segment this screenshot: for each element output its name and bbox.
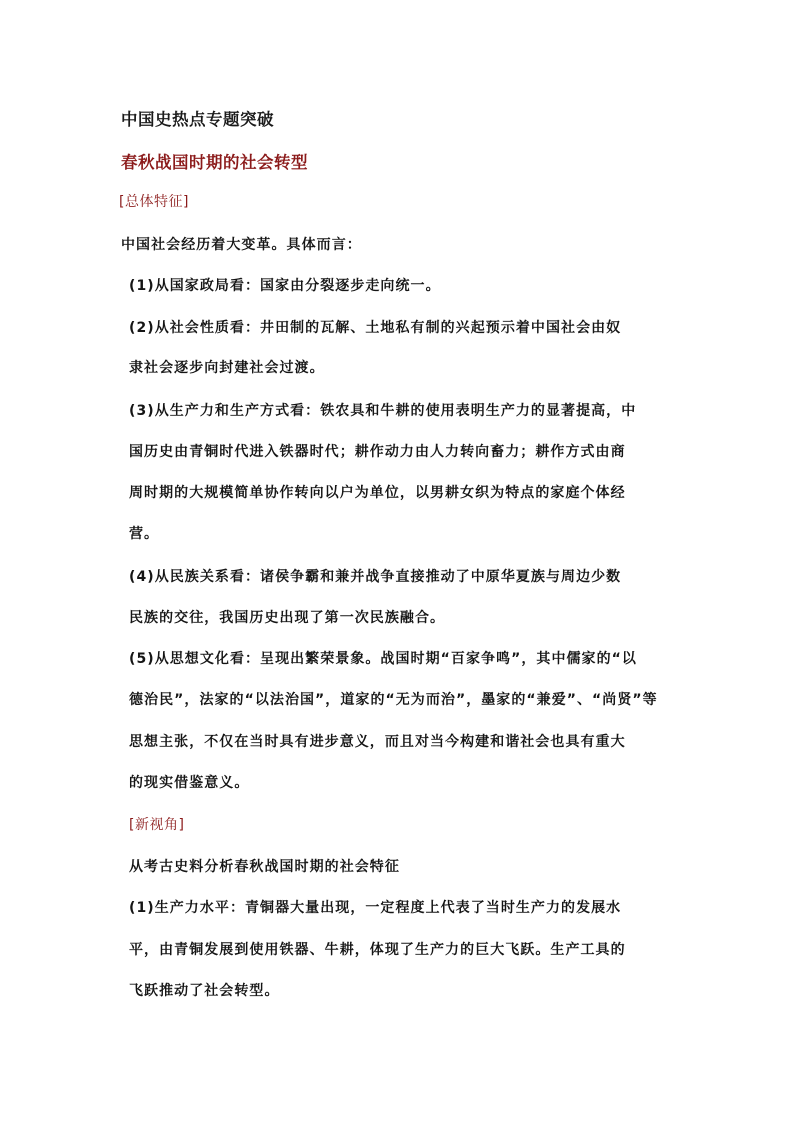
paragraph-line: (3)从生产力和生产方式看：铁农具和牛耕的使用表明生产力的显著提高，中 (129, 403, 637, 419)
paragraph-line: 飞跃推动了社会转型。 (129, 983, 280, 999)
paragraph-line: (4)从民族关系看：诸侯争霸和兼并战争直接推动了中原华夏族与周边少数 (129, 569, 622, 585)
section-tag-overall: [总体特征] (119, 194, 189, 210)
paragraph-line: (2)从社会性质看：井田制的瓦解、土地私有制的兴起预示着中国社会由奴 (129, 320, 622, 336)
section-intro: 中国社会经历着大变革。具体而言： (121, 237, 362, 253)
paragraph-line: (1)生产力水平：青铜器大量出现，一定程度上代表了当时生产力的发展水 (129, 900, 622, 916)
paragraph-line: (1)从国家政局看：国家由分裂逐步走向统一。 (129, 278, 441, 294)
paragraph-line: 的现实借鉴意义。 (129, 775, 250, 791)
paragraph-line: 思想主张，不仅在当时具有进步意义，而且对当今构建和谐社会也具有重大 (129, 734, 626, 750)
paragraph-line: 隶社会逐步向封建社会过渡。 (129, 360, 325, 376)
paragraph-line: 德治民”，法家的“以法治国”，道家的“无为而治”，墨家的“兼爱”、“尚贤”等 (129, 692, 658, 708)
section-tag-new-perspective: [新视角] (129, 817, 185, 833)
paragraph-line: 国历史由青铜时代进入铁器时代；耕作动力由人力转向畜力；耕作方式由商 (129, 444, 626, 460)
paragraph-line: 民族的交往，我国历史出现了第一次民族融合。 (129, 610, 446, 626)
section-intro: 从考古史料分析春秋战国时期的社会特征 (129, 859, 400, 875)
paragraph-line: 平，由青铜发展到使用铁器、牛耕，体现了生产力的巨大飞跃。生产工具的 (129, 942, 626, 958)
topic-title: 春秋战国时期的社会转型 (121, 153, 308, 172)
paragraph-line: (5)从思想文化看：呈现出繁荣景象。战国时期“百家争鸣”，其中儒家的“以 (129, 651, 637, 667)
paragraph-line: 营。 (129, 526, 160, 542)
document-title: 中国史热点专题突破 (121, 110, 274, 129)
paragraph-line: 周时期的大规模简单协作转向以户为单位，以男耕女织为特点的家庭个体经 (129, 485, 626, 501)
